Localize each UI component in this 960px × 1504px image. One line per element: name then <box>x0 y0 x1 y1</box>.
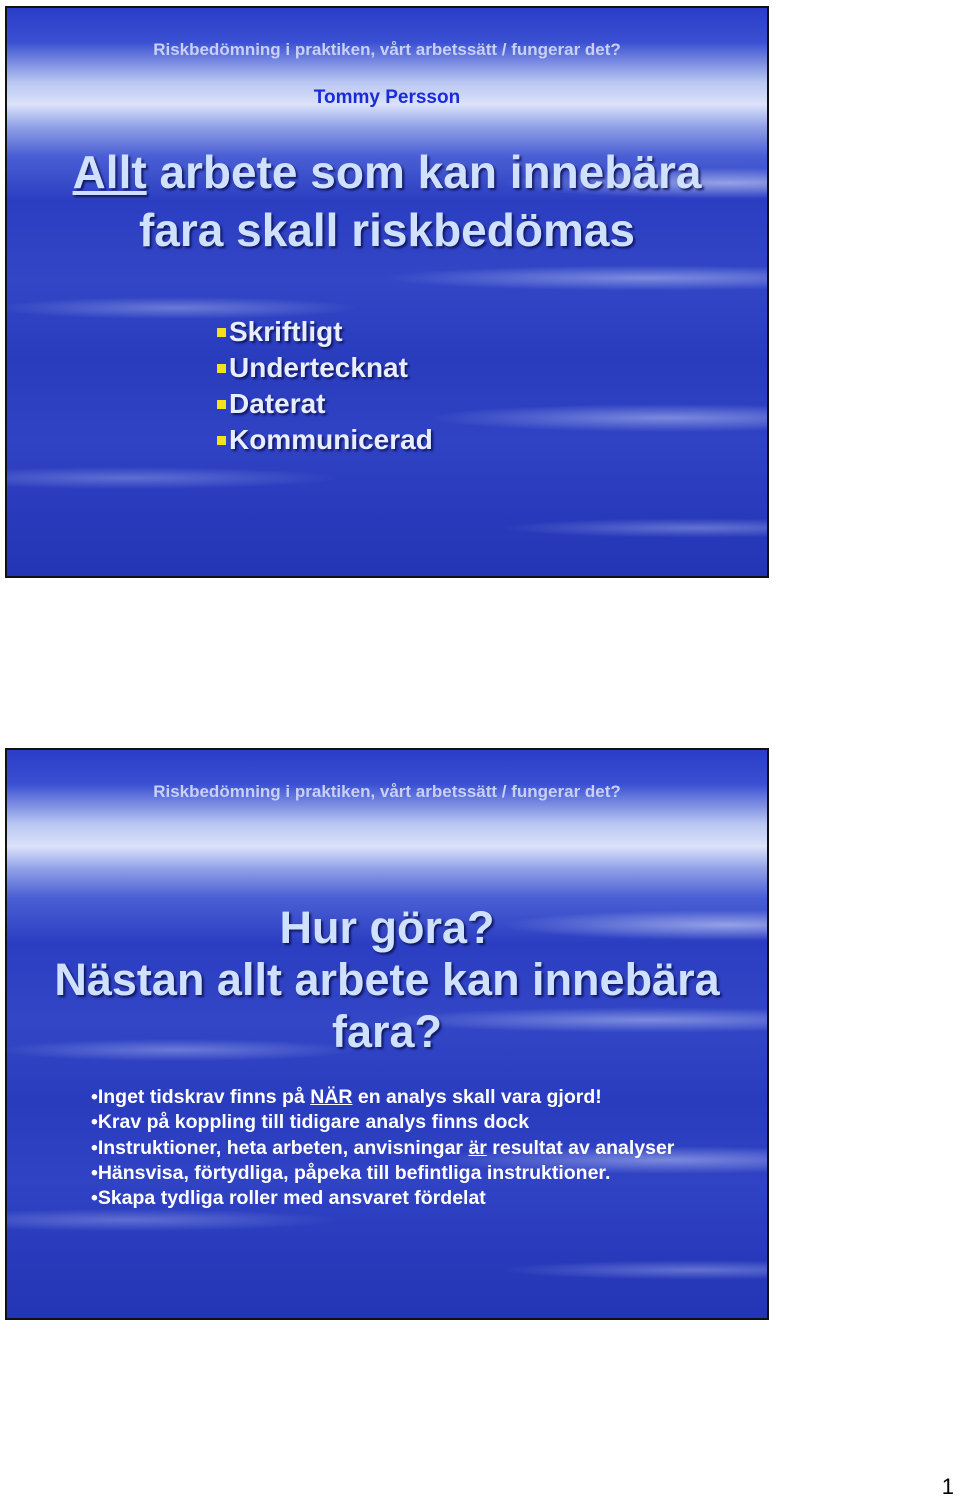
list-item-label: Daterat <box>229 388 326 419</box>
underlined-word: är <box>468 1136 487 1159</box>
bullet-list <box>217 314 433 458</box>
list-item: •Hänsvisa, förtydliga, påpeka till befintliga instruktioner. <box>91 1161 611 1184</box>
list-item <box>217 350 433 386</box>
title-line-2: fara skall riskbedömas <box>138 203 636 256</box>
list-item <box>217 422 433 458</box>
square-bullet-icon <box>217 364 226 373</box>
square-bullet-icon <box>217 328 226 337</box>
title-line-2: Nästan allt arbete kan innebära fara? <box>54 954 720 1057</box>
list-item-label: Skriftligt <box>229 316 343 347</box>
square-bullet-icon <box>217 400 226 409</box>
title-underlined-word: Allt <box>72 146 147 198</box>
slide-2 <box>5 748 769 1320</box>
list-item <box>217 314 433 350</box>
title-line-1: Hur göra? <box>279 902 495 953</box>
underlined-word: NÄR <box>310 1086 353 1108</box>
list-item <box>217 386 433 422</box>
list-item-label: Undertecknat <box>229 352 408 383</box>
list-item: •Instruktioner, heta arbeten, anvisningar är resultat av analyser <box>91 1136 675 1159</box>
list-item-label: Kommunicerad <box>229 424 433 455</box>
list-item: •Skapa tydliga roller med ansvaret fördelat <box>91 1187 486 1210</box>
slide-header: Riskbedömning i praktiken, vårt arbetssätt / fungerar det? <box>153 782 621 801</box>
slide-title <box>7 144 767 259</box>
slide-1 <box>5 6 769 578</box>
slide-header: Riskbedömning i praktiken, vårt arbetssätt / fungerar det? <box>153 40 621 59</box>
title-line-1 <box>7 144 767 202</box>
title-line-1-rest: arbete som kan innebära <box>146 146 702 198</box>
bullet-list <box>91 1085 674 1211</box>
square-bullet-icon <box>217 436 226 445</box>
list-item: •Krav på koppling till tidigare analys finns dock <box>91 1111 530 1134</box>
page-number: 1 <box>941 1474 954 1499</box>
slide-title <box>7 902 767 1058</box>
author-name: Tommy Persson <box>313 87 461 108</box>
list-item: •Inget tidskrav finns på NÄR en analys skall vara gjord! <box>91 1086 602 1108</box>
